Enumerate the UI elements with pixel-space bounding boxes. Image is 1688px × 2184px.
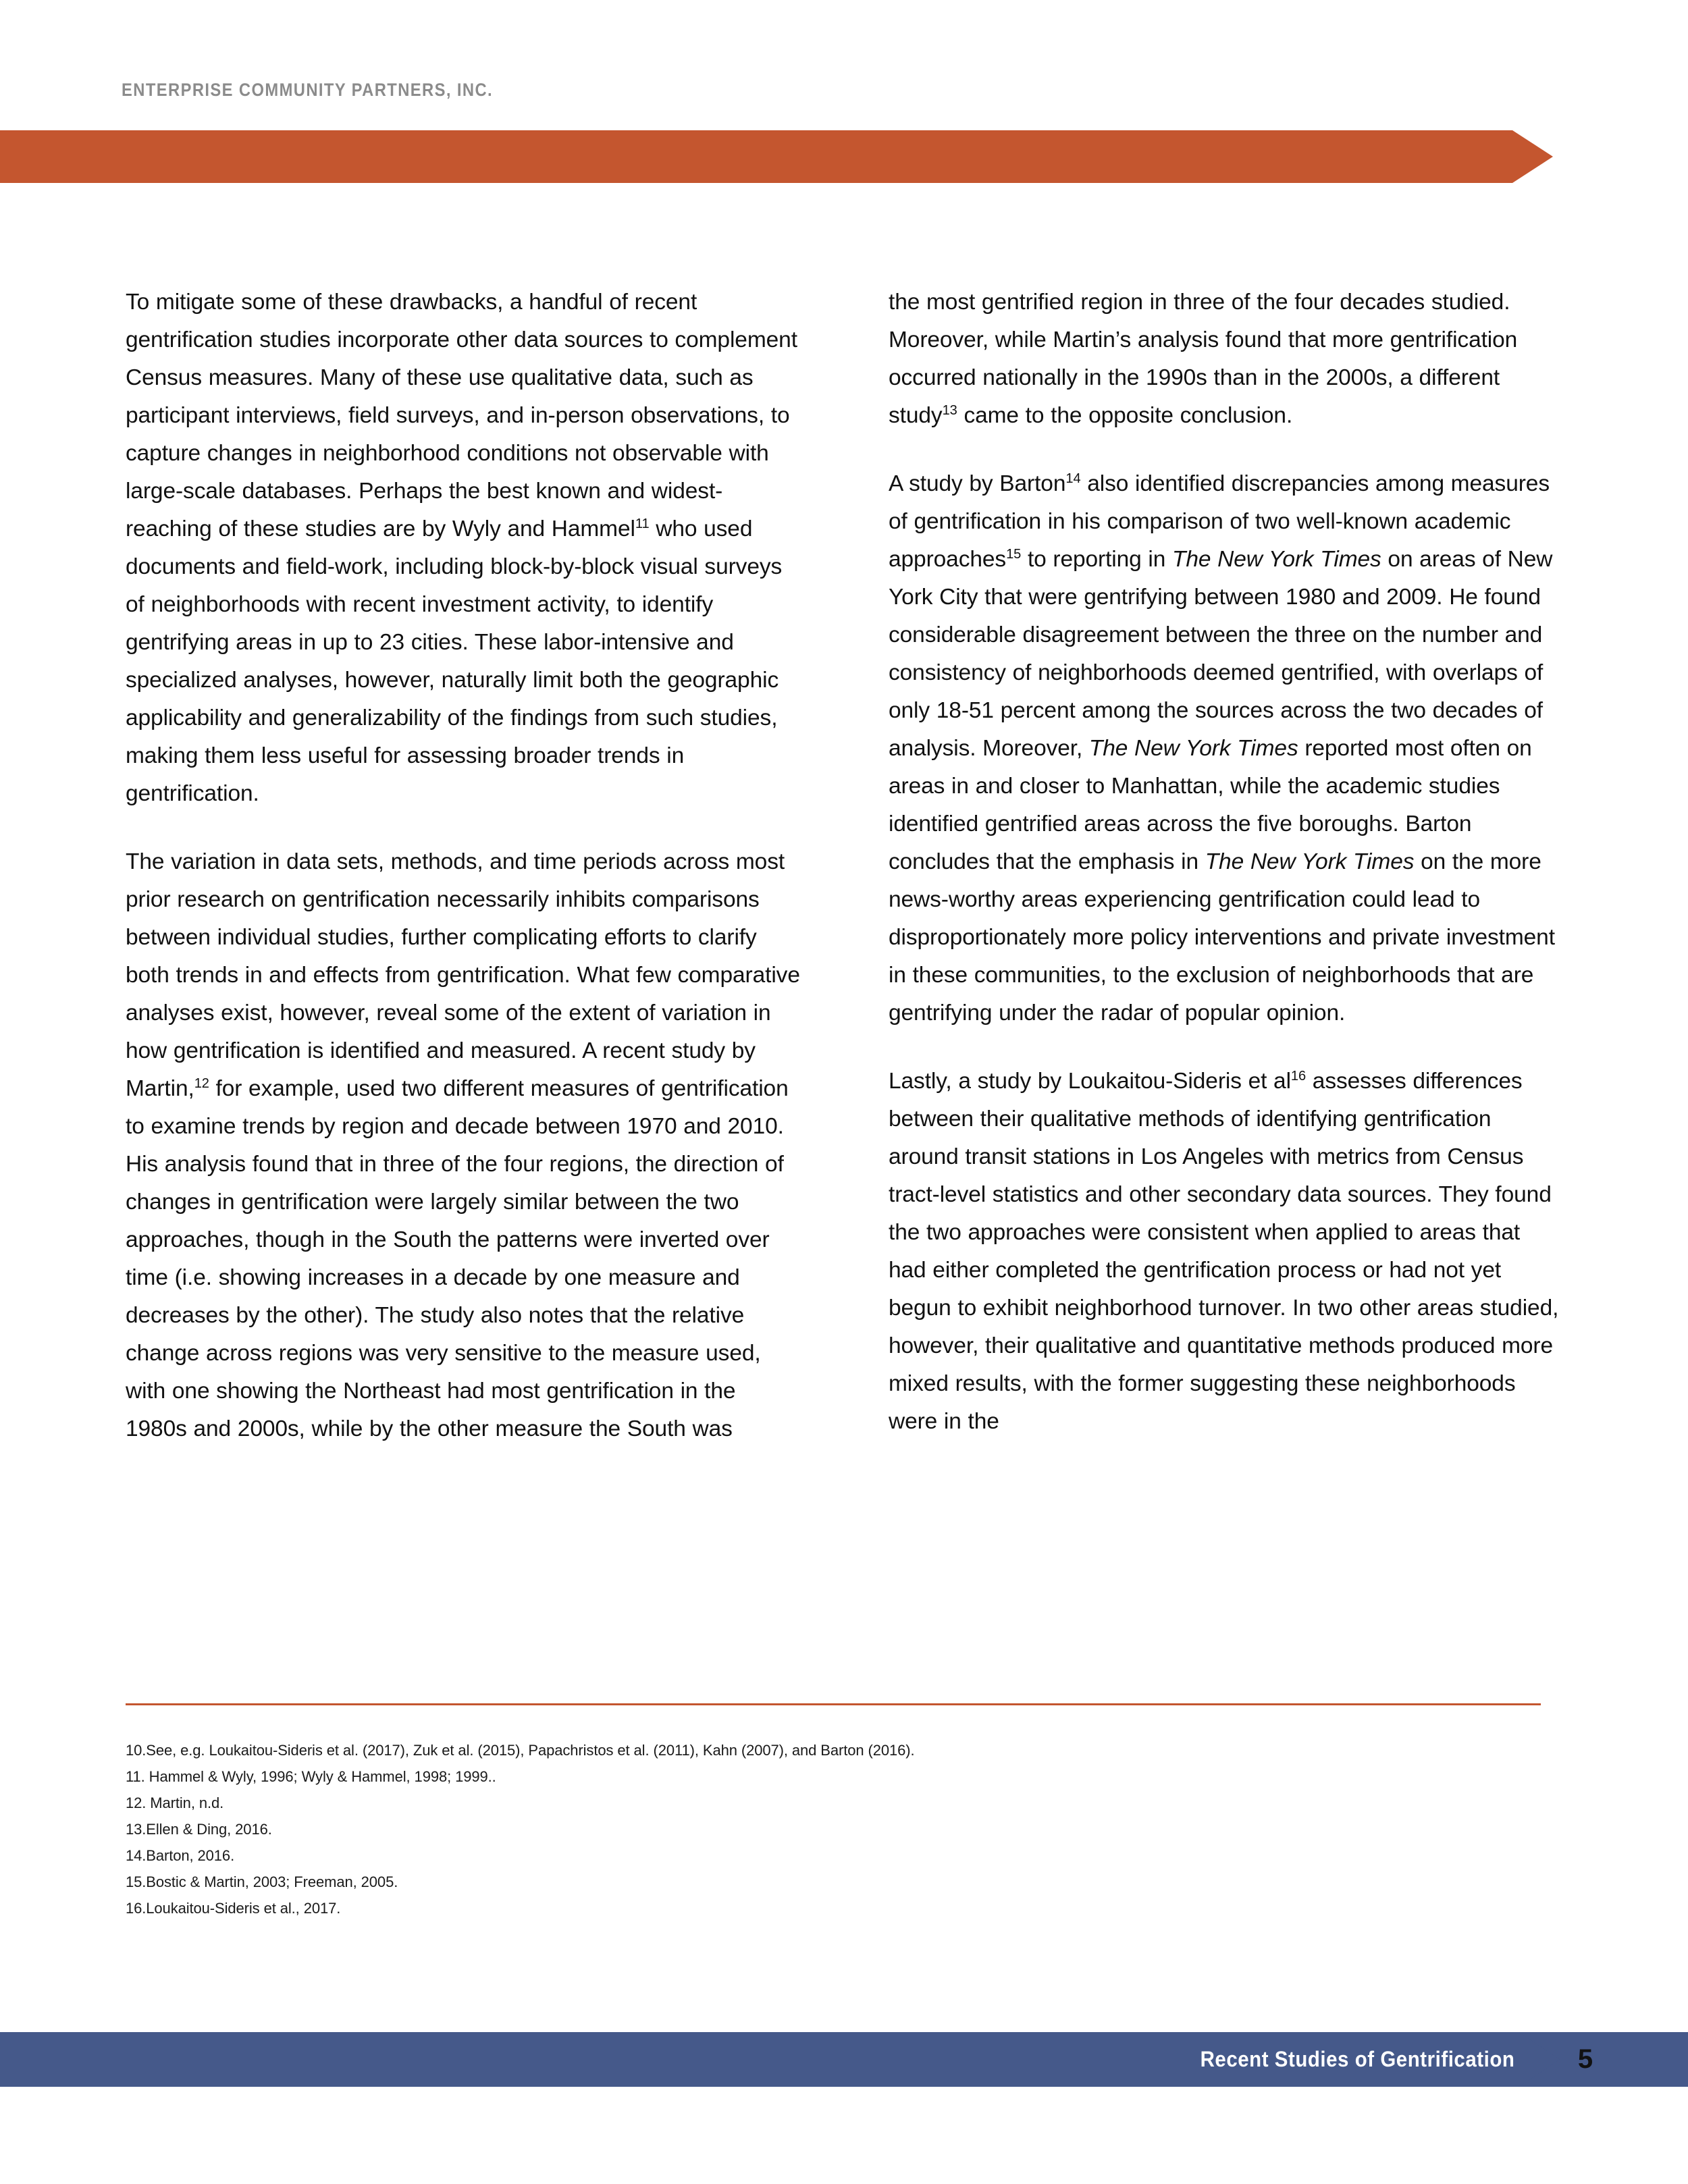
article-body xyxy=(126,284,1564,1448)
footnote-marker: 13 xyxy=(942,402,957,418)
footnote-marker: 15 xyxy=(1006,546,1022,562)
paragraph: A study by Barton$^{14}$ also identified discrepancies among measures of gentrification in his comparison of two well-known academic approaches$^{15}$ to reporting in The New York Times on areas of New York City that were gentrifying between 1980 and 2009. He found considerable disagreement between the three on the number and consistency of neighborhoods deemed gentrified, with overlaps of only 18-51 percent among the sources across the two decades of analysis. Moreover, The New York Times reported most often on areas in and closer to Manhattan, while the academic studies identified gentrified areas across the five boroughs. Barton concludes that the emphasis in The New York Times on the more news-worthy areas experiencing gentrification could lead to disproportionately more policy interventions and private investment in these communities, to the exclusion of neighborhoods that are gentrifying under the radar of popular opinion. xyxy=(889,471,1555,1026)
footnote-item: 11. Hammel & Wyly, 1996; Wyly & Hammel, 1998; 1999.. xyxy=(126,1768,496,1785)
paragraph: To mitigate some of these drawbacks, a handful of recent gentrification studies incorporate other data sources to complement Census measures. Many of these use qualitative data, such as participant interviews, field surveys, and in-person observations, to capture changes in neighborhood conditions not observable with large-scale databases. Perhaps the best known and widest-reaching of these studies are by Wyly and Hammel$^{11}$ who used documents and field-work, including block-by-block visual surveys of neighborhoods with recent investment activity, to identify gentrifying areas in up to 23 cities. These labor-intensive and specialized analyses, however, naturally limit both the geographic applicability and generalizability of the findings from such studies, making them less useful for assessing broader trends in gentrification. xyxy=(126,290,797,806)
footnote-item: 12. Martin, n.d. xyxy=(126,1794,224,1811)
footnote-item: 10.See, e.g. Loukaitou-Sideris et al. (2017), Zuk et al. (2015), Papachristos et al. (2011), Kahn (2007), and Barton (2016). xyxy=(126,1742,915,1759)
footnote-item: 16.Loukaitou-Sideris et al., 2017. xyxy=(126,1900,341,1917)
paragraph: Lastly, a study by Loukaitou-Sideris et $al^{16}$ assesses differences between their qualitative methods of identifying gentrification around transit stations in Los Angeles with metrics from Census tract-level statistics and other secondary data sources. They found the two approaches were consistent when applied to areas that had either completed the gentrification process or had not yet begun to exhibit neighborhood turnover. In two other areas studied, however, their qualitative and quantitative methods produced more mixed results, with the former suggesting these neighborhoods were in the xyxy=(889,1068,1559,1434)
paragraph: The variation in data sets, methods, and time periods across most prior research on gentrification necessarily inhibits comparisons between individual studies, further complicating efforts to clarify both trends in and effects from gentrification. What few comparative analyses exist, however, reveal some of the extent of variation in how gentrification is identified and measured. A recent study by Martin,$^{12}$ for example, used two different measures of gentrification to examine trends by region and decade between 1970 and 2010. His analysis found that in three of the four regions, the direction of changes in gentrification were largely similar between the two approaches, though in the South the patterns were inverted over time (i.e. showing increases in a decade by one measure and decreases by the other). The study also notes that the relative change across regions was very sensitive to the measure used, with one showing the Northeast had most gentrification in the 1980s and 2000s, while by the other measure the South was xyxy=(126,849,800,1441)
footnote-marker: 16 xyxy=(1290,1068,1307,1084)
footnote-marker: 14 xyxy=(1065,471,1081,486)
footnote-item: 14.Barton, 2016. xyxy=(126,1847,235,1864)
publication-title: The New York Times xyxy=(1088,736,1298,761)
publication-title: The New York Times xyxy=(1205,849,1415,874)
footnote-item: 15.Bostic & Martin, 2003; Freeman, 2005. xyxy=(126,1873,398,1890)
organization-name: ENTERPRISE COMMUNITY PARTNERS, INC. xyxy=(122,80,494,100)
right-column xyxy=(889,284,1564,1448)
top-banner-arrow xyxy=(0,130,1553,183)
left-column xyxy=(126,284,801,1448)
footnote-marker: 11 xyxy=(635,516,650,531)
page-number: 5 xyxy=(1577,2044,1593,2074)
footnote-list xyxy=(126,1737,1544,1921)
footer-section-label: Recent Studies of Gentrification xyxy=(1200,2047,1515,2071)
footnote-marker: 12 xyxy=(194,1075,209,1091)
footnote-item: 13.Ellen & Ding, 2016. xyxy=(126,1821,272,1838)
footnote-divider xyxy=(126,1703,1541,1705)
publication-title: The New York Times xyxy=(1172,547,1381,572)
paragraph: the most gentrified region in three of the four decades studied. Moreover, while Martin’s analysis found that more gentrification occurred nationally in the 1990s than in the 2000s, a different study$^{13}$ came to the opposite conclusion. xyxy=(889,290,1518,428)
